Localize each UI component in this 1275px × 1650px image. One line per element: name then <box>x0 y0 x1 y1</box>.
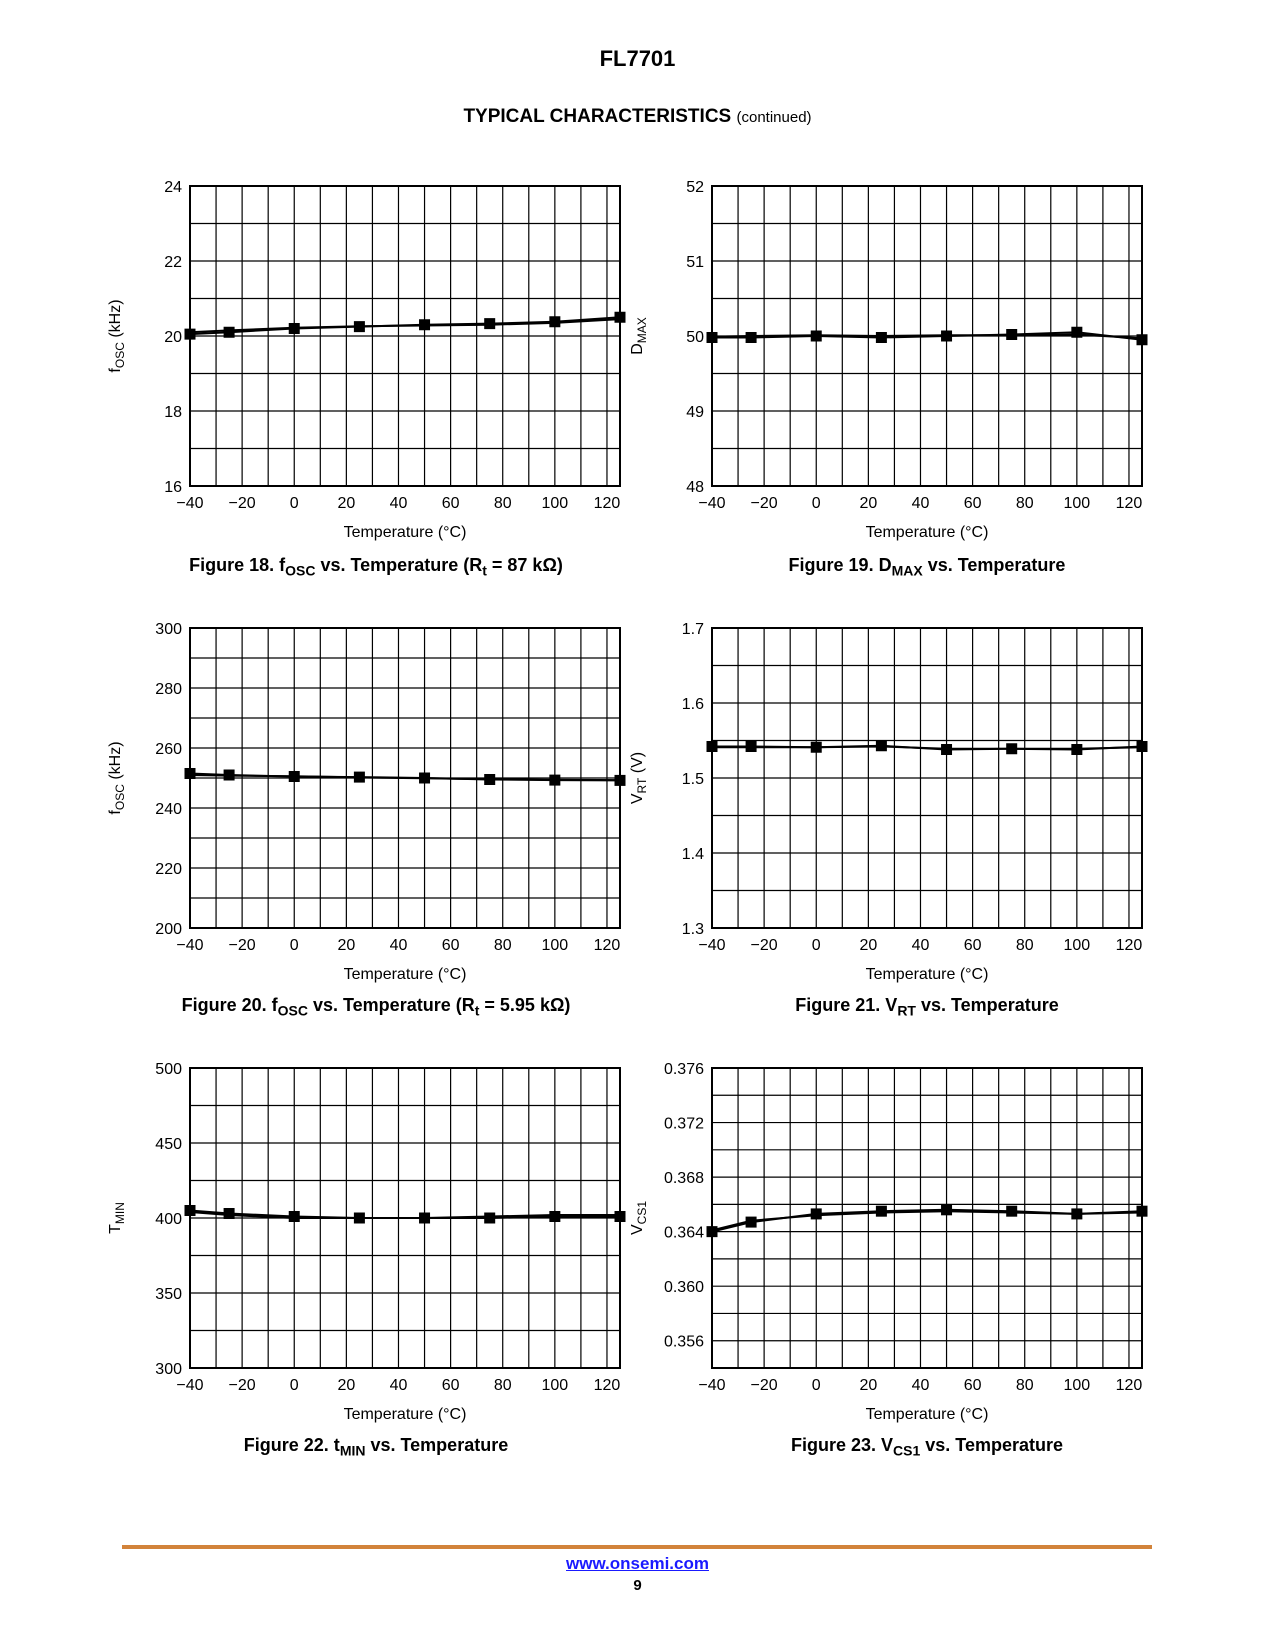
caption-part: Figure 19. D <box>788 555 892 575</box>
data-point-marker <box>1006 1206 1017 1217</box>
x-tick-label: 40 <box>911 495 930 512</box>
x-tick-label: 40 <box>389 1377 408 1394</box>
x-tick-label: 0 <box>811 495 821 512</box>
caption-part: vs. Temperature <box>922 555 1066 575</box>
y-axis-label-sub: OSC <box>113 342 127 369</box>
x-tick-label: −40 <box>698 1377 726 1394</box>
y-tick-label: 18 <box>164 404 182 421</box>
x-tick-label: −20 <box>750 495 778 512</box>
x-tick-label: 80 <box>1015 1377 1034 1394</box>
x-tick-label: −40 <box>698 937 726 954</box>
x-tick-label: −40 <box>176 1377 204 1394</box>
data-point-marker <box>1137 741 1148 752</box>
x-tick-label: 100 <box>541 495 569 512</box>
y-tick-label: 20 <box>164 329 182 346</box>
y-axis-label-main: f <box>107 368 124 373</box>
y-tick-label: 280 <box>155 681 182 698</box>
y-tick-label: 260 <box>155 741 182 758</box>
data-point-marker <box>811 1208 822 1219</box>
y-axis-label-unit: (kHz) <box>107 741 124 785</box>
y-axis-label-sub: MIN <box>113 1202 127 1225</box>
chart-1 <box>100 176 630 561</box>
y-tick-label: 450 <box>155 1136 182 1153</box>
chart-svg <box>100 618 630 998</box>
x-tick-label: 120 <box>593 1377 621 1394</box>
y-axis-label <box>107 299 127 372</box>
data-point-marker <box>746 741 757 752</box>
data-point-marker <box>876 332 887 343</box>
x-tick-label: −20 <box>228 1377 256 1394</box>
caption-part: t <box>474 1002 480 1019</box>
data-point-marker <box>1071 744 1082 755</box>
chart-3 <box>100 618 630 1003</box>
y-axis-label-unit: (kHz) <box>107 299 124 343</box>
caption-part: OSC <box>277 1002 308 1019</box>
data-point-marker <box>1006 329 1017 340</box>
figure-caption-6 <box>627 1435 1227 1459</box>
chart-svg <box>622 176 1152 556</box>
caption-part: RT <box>897 1002 916 1019</box>
y-axis-label-sub: CS1 <box>635 1200 649 1225</box>
x-tick-label: 120 <box>1115 937 1143 954</box>
x-tick-label: −40 <box>698 495 726 512</box>
x-tick-label: −20 <box>228 495 256 512</box>
caption-part: Figure 22. t <box>243 1435 340 1455</box>
x-tick-label: 40 <box>389 937 408 954</box>
y-tick-label: 16 <box>164 479 182 496</box>
data-point-marker <box>185 768 196 779</box>
data-point-marker <box>1006 743 1017 754</box>
x-tick-label: 20 <box>859 1377 878 1394</box>
y-tick-label: 1.6 <box>681 696 704 713</box>
y-tick-label: 0.376 <box>663 1061 704 1078</box>
data-point-marker <box>746 1217 757 1228</box>
chart-2 <box>622 176 1152 561</box>
data-point-marker <box>1137 334 1148 345</box>
footer-website-link[interactable]: www.onsemi.com <box>566 1554 709 1573</box>
chart-svg <box>100 176 630 556</box>
y-axis-label <box>107 1202 127 1234</box>
x-axis-label: Temperature (°C) <box>343 966 467 983</box>
chart-6 <box>622 1058 1152 1443</box>
y-tick-label: 0.364 <box>663 1224 704 1242</box>
y-tick-label: 1.4 <box>681 846 704 863</box>
figure-caption-2 <box>627 555 1227 579</box>
y-axis-label <box>629 752 649 804</box>
page-number: 9 <box>633 1577 642 1594</box>
data-point-marker <box>419 319 430 330</box>
data-point-marker <box>707 332 718 343</box>
x-tick-label: 40 <box>911 937 930 954</box>
x-axis-label: Temperature (°C) <box>343 1406 467 1423</box>
y-axis-label-unit: (V) <box>629 751 646 778</box>
x-tick-label: 100 <box>1063 937 1091 954</box>
figure-caption-1 <box>76 555 676 579</box>
x-tick-label: 40 <box>911 1377 930 1394</box>
x-tick-label: 80 <box>1015 495 1034 512</box>
y-axis-label-sub: MAX <box>635 317 649 344</box>
caption-part: Figure 18. f <box>189 555 286 575</box>
chart-svg <box>622 618 1152 998</box>
data-point-marker <box>811 331 822 342</box>
data-point-marker <box>185 1205 196 1216</box>
x-tick-label: 60 <box>963 1377 982 1394</box>
x-tick-label: 60 <box>963 937 982 954</box>
chart-4 <box>622 618 1152 1003</box>
data-point-marker <box>811 742 822 753</box>
x-axis-label: Temperature (°C) <box>865 966 989 983</box>
data-point-marker <box>549 1211 560 1222</box>
data-point-marker <box>289 771 300 782</box>
section-title-main: TYPICAL CHARACTERISTICS <box>463 106 732 127</box>
x-tick-label: −20 <box>228 937 256 954</box>
x-axis-label: Temperature (°C) <box>865 524 989 541</box>
x-tick-label: 20 <box>337 495 356 512</box>
x-tick-label: 60 <box>441 1377 460 1394</box>
figure-caption-3 <box>76 995 676 1019</box>
data-point-marker <box>289 1211 300 1222</box>
chart-5 <box>100 1058 630 1443</box>
x-tick-label: 20 <box>337 1377 356 1394</box>
x-tick-label: 60 <box>963 495 982 512</box>
y-tick-label: 22 <box>164 254 182 271</box>
y-tick-label: 51 <box>686 254 704 271</box>
x-tick-label: 80 <box>1015 937 1034 954</box>
data-point-marker <box>549 316 560 327</box>
caption-part: CS1 <box>893 1442 921 1459</box>
data-point-marker <box>484 1213 495 1224</box>
data-point-marker <box>876 740 887 751</box>
data-point-marker <box>224 1208 235 1219</box>
data-point-marker <box>1071 1208 1082 1219</box>
x-tick-label: 100 <box>1063 1377 1091 1394</box>
y-axis-label <box>107 741 127 814</box>
x-tick-label: −40 <box>176 495 204 512</box>
y-axis-label-main: V <box>629 793 646 805</box>
x-tick-label: 20 <box>859 495 878 512</box>
data-point-marker <box>1071 327 1082 338</box>
data-point-marker <box>354 772 365 783</box>
caption-part: vs. Temperature <box>915 995 1059 1015</box>
caption-part: vs. Temperature (R <box>307 995 475 1015</box>
caption-part: = 5.95 kΩ) <box>479 995 571 1015</box>
y-axis-label-sub: RT <box>635 777 649 794</box>
y-tick-label: 1.3 <box>681 921 704 938</box>
y-tick-label: 0.360 <box>663 1279 704 1297</box>
data-point-marker <box>185 329 196 340</box>
y-tick-label: 400 <box>155 1211 182 1228</box>
caption-part: OSC <box>285 562 316 579</box>
x-tick-label: 120 <box>1115 1377 1143 1394</box>
y-tick-label: 24 <box>164 179 182 196</box>
y-axis-label <box>629 1201 649 1235</box>
figure-caption-5 <box>76 1435 676 1459</box>
data-point-marker <box>707 741 718 752</box>
data-point-marker <box>224 327 235 338</box>
x-tick-label: 120 <box>593 937 621 954</box>
document-title: FL7701 <box>599 46 676 71</box>
y-tick-label: 1.7 <box>681 621 704 638</box>
footer-rule <box>122 1545 1152 1549</box>
x-tick-label: 100 <box>1063 495 1091 512</box>
data-point-marker <box>224 770 235 781</box>
caption-part: MAX <box>891 562 923 579</box>
y-tick-label: 49 <box>686 404 704 421</box>
x-tick-label: 120 <box>1115 495 1143 512</box>
x-tick-label: 120 <box>593 495 621 512</box>
y-axis-label <box>629 317 649 355</box>
data-point-marker <box>484 318 495 329</box>
data-point-marker <box>354 321 365 332</box>
y-tick-label: 240 <box>155 801 182 818</box>
caption-part: Figure 20. f <box>181 995 278 1015</box>
y-tick-label: 52 <box>686 179 704 196</box>
y-axis-label-main: V <box>629 1224 646 1236</box>
caption-part: MIN <box>339 1442 366 1459</box>
y-tick-label: 500 <box>155 1061 182 1078</box>
x-tick-label: 60 <box>441 937 460 954</box>
caption-part: t <box>482 562 487 579</box>
y-tick-label: 50 <box>686 329 704 346</box>
y-tick-label: 0.372 <box>663 1115 704 1133</box>
y-tick-label: 220 <box>155 861 182 878</box>
x-tick-label: 80 <box>493 937 512 954</box>
data-point-marker <box>549 775 560 786</box>
data-point-marker <box>1137 1206 1148 1217</box>
y-tick-label: 300 <box>155 1361 182 1378</box>
x-tick-label: −20 <box>750 937 778 954</box>
chart-svg <box>100 1058 630 1438</box>
caption-part: vs. Temperature <box>920 1435 1063 1455</box>
x-tick-label: 40 <box>389 495 408 512</box>
x-tick-label: 80 <box>493 1377 512 1394</box>
x-tick-label: 0 <box>289 1377 299 1394</box>
y-axis-label-sub: OSC <box>113 784 127 811</box>
y-tick-label: 0.368 <box>663 1170 704 1188</box>
x-tick-label: 0 <box>811 937 821 954</box>
data-point-marker <box>746 332 757 343</box>
data-point-marker <box>876 1206 887 1217</box>
x-tick-label: −20 <box>750 1377 778 1394</box>
x-axis-label: Temperature (°C) <box>343 524 467 541</box>
x-tick-label: 100 <box>541 1377 569 1394</box>
y-axis-label-main: T <box>107 1224 124 1234</box>
y-tick-label: 300 <box>155 621 182 638</box>
x-tick-label: 0 <box>289 937 299 954</box>
x-tick-label: −40 <box>176 937 204 954</box>
x-tick-label: 80 <box>493 495 512 512</box>
section-title <box>0 106 1275 128</box>
caption-part: vs. Temperature <box>365 1435 509 1455</box>
data-point-marker <box>941 1204 952 1215</box>
data-point-marker <box>941 331 952 342</box>
caption-part: vs. Temperature (R <box>315 555 483 575</box>
y-axis-label-main: D <box>629 343 646 355</box>
y-tick-label: 48 <box>686 479 704 496</box>
data-point-marker <box>289 323 300 334</box>
data-point-marker <box>354 1213 365 1224</box>
data-point-marker <box>484 774 495 785</box>
caption-part: Figure 23. V <box>790 1435 894 1455</box>
chart-svg <box>622 1058 1152 1438</box>
caption-part: Figure 21. V <box>795 995 898 1015</box>
y-axis-label-main: f <box>107 810 124 815</box>
section-title-sub: (continued) <box>736 109 812 126</box>
x-tick-label: 0 <box>289 495 299 512</box>
x-tick-label: 0 <box>811 1377 821 1394</box>
data-point-marker <box>419 1213 430 1224</box>
y-tick-label: 350 <box>155 1286 182 1303</box>
y-tick-label: 1.5 <box>681 771 704 788</box>
figure-caption-4 <box>627 995 1227 1019</box>
data-point-marker <box>941 744 952 755</box>
y-tick-label: 200 <box>155 921 182 938</box>
x-tick-label: 60 <box>441 495 460 512</box>
x-axis-label: Temperature (°C) <box>865 1406 989 1423</box>
x-tick-label: 20 <box>337 937 356 954</box>
x-tick-label: 100 <box>541 937 569 954</box>
data-point-marker <box>419 773 430 784</box>
caption-part: = 87 kΩ) <box>486 555 563 575</box>
data-point-marker <box>707 1226 718 1237</box>
y-tick-label: 0.356 <box>663 1333 704 1351</box>
x-tick-label: 20 <box>859 937 878 954</box>
